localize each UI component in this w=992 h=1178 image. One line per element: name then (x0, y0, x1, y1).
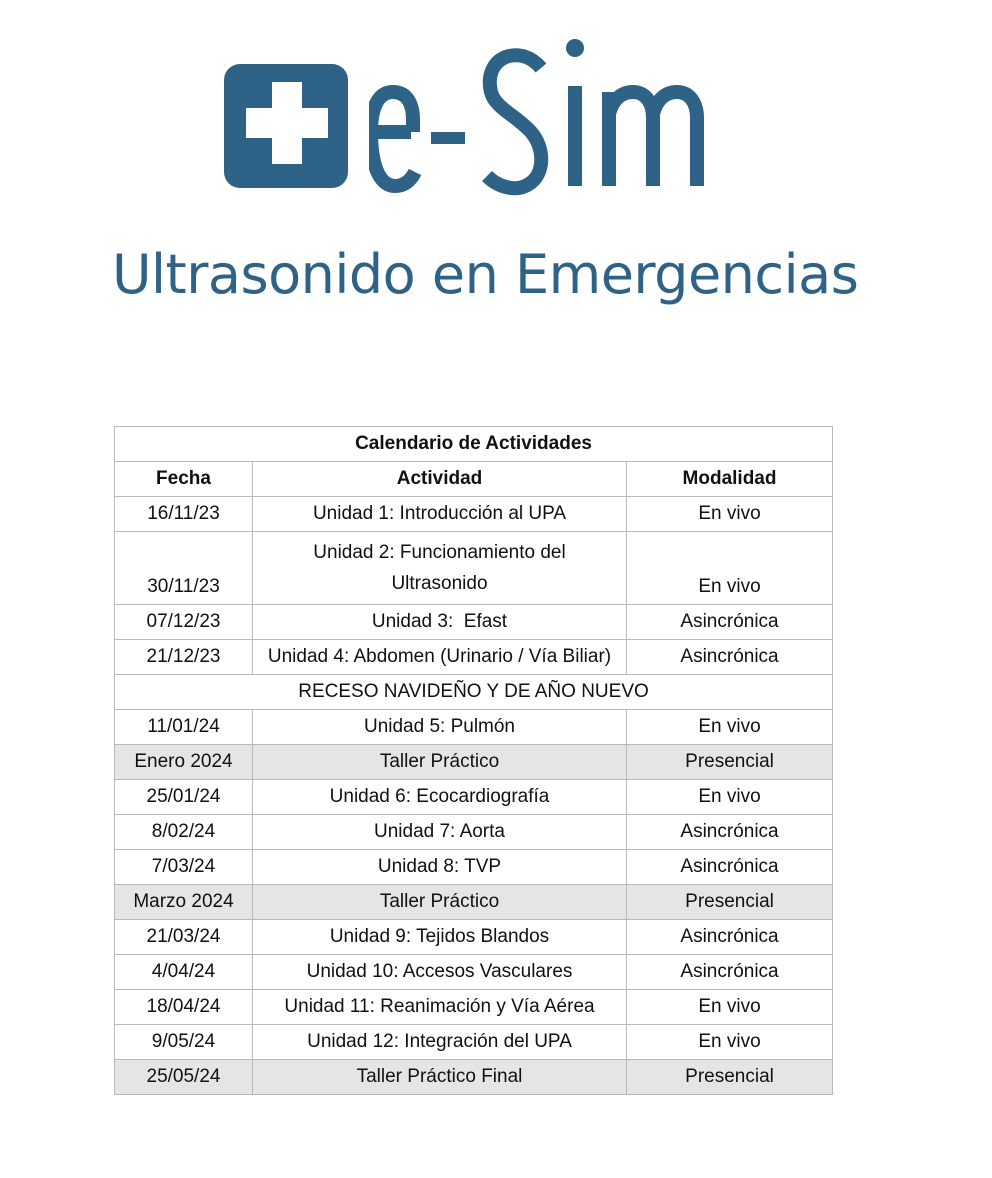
modalidad-cell: Asincrónica (627, 640, 833, 675)
actividad-cell: Unidad 9: Tejidos Blandos (253, 920, 627, 955)
table-row (115, 710, 833, 745)
receso-row (115, 675, 833, 710)
table-row (115, 955, 833, 990)
modalidad-cell: Asincrónica (627, 815, 833, 850)
actividad-cell: Unidad 11: Reanimación y Vía Aérea (253, 990, 627, 1025)
modalidad-cell: En vivo (627, 990, 833, 1025)
actividad-cell: Unidad 8: TVP (253, 850, 627, 885)
fecha-cell: Marzo 2024 (115, 885, 253, 920)
table-row (115, 885, 833, 920)
fecha-cell: 21/12/23 (115, 640, 253, 675)
table-row (115, 815, 833, 850)
table-caption-row (115, 427, 833, 462)
fecha-cell: 4/04/24 (115, 955, 253, 990)
table-row (115, 850, 833, 885)
table-row (115, 745, 833, 780)
table-header-row (115, 462, 833, 497)
actividad-cell: Unidad 6: Ecocardiografía (253, 780, 627, 815)
fecha-cell: 07/12/23 (115, 605, 253, 640)
table-caption: Calendario de Actividades (115, 427, 833, 462)
actividad-cell: Unidad 7: Aorta (253, 815, 627, 850)
actividad-cell: Unidad 12: Integración del UPA (253, 1025, 627, 1060)
activities-table (114, 426, 833, 1095)
modalidad-cell: En vivo (627, 780, 833, 815)
header-fecha: Fecha (115, 462, 253, 497)
modalidad-cell: Presencial (627, 745, 833, 780)
actividad-cell: Unidad 5: Pulmón (253, 710, 627, 745)
fecha-cell: 25/01/24 (115, 780, 253, 815)
actividad-cell: Unidad 4: Abdomen (Urinario / Vía Biliar) (253, 640, 627, 675)
medical-cross-icon (224, 64, 352, 192)
table-row (115, 532, 833, 605)
fecha-cell: 18/04/24 (115, 990, 253, 1025)
modalidad-cell: Asincrónica (627, 605, 833, 640)
actividad-cell: Unidad 1: Introducción al UPA (253, 497, 627, 532)
page-title: Ultrasonido en Emergencias (112, 243, 859, 306)
table-row (115, 605, 833, 640)
modalidad-cell: Asincrónica (627, 955, 833, 990)
modalidad-cell: En vivo (627, 1025, 833, 1060)
actividad-cell: Taller Práctico (253, 885, 627, 920)
table-row (115, 780, 833, 815)
actividad-cell: Taller Práctico Final (253, 1060, 627, 1095)
actividad-line: Ultrasonido (391, 573, 488, 594)
actividad-line: Unidad 2: Funcionamiento del (313, 542, 566, 563)
fecha-cell: 21/03/24 (115, 920, 253, 955)
fecha-cell: 9/05/24 (115, 1025, 253, 1060)
table-row (115, 920, 833, 955)
fecha-cell: 16/11/23 (115, 497, 253, 532)
modalidad-cell: En vivo (627, 532, 833, 605)
fecha-cell: 7/03/24 (115, 850, 253, 885)
table-row (115, 1060, 833, 1095)
modalidad-cell: Asincrónica (627, 850, 833, 885)
header-actividad: Actividad (253, 462, 627, 497)
fecha-cell: Enero 2024 (115, 745, 253, 780)
fecha-cell: 25/05/24 (115, 1060, 253, 1095)
modalidad-cell: En vivo (627, 497, 833, 532)
fecha-cell: 11/01/24 (115, 710, 253, 745)
table-row (115, 990, 833, 1025)
modalidad-cell: En vivo (627, 710, 833, 745)
modalidad-cell: Asincrónica (627, 920, 833, 955)
receso-cell: RECESO NAVIDEÑO Y DE AÑO NUEVO (115, 675, 833, 710)
actividad-cell: Taller Práctico (253, 745, 627, 780)
modalidad-cell: Presencial (627, 1060, 833, 1095)
logo-wordmark (369, 36, 739, 196)
table-row (115, 497, 833, 532)
actividad-cell (253, 532, 627, 605)
table-row (115, 1025, 833, 1060)
header-modalidad: Modalidad (627, 462, 833, 497)
fecha-cell: 8/02/24 (115, 815, 253, 850)
esim-logo (224, 36, 724, 196)
fecha-cell: 30/11/23 (115, 532, 253, 605)
table-row (115, 640, 833, 675)
actividad-cell: Unidad 10: Accesos Vasculares (253, 955, 627, 990)
modalidad-cell: Presencial (627, 885, 833, 920)
actividad-cell: Unidad 3: Efast (253, 605, 627, 640)
